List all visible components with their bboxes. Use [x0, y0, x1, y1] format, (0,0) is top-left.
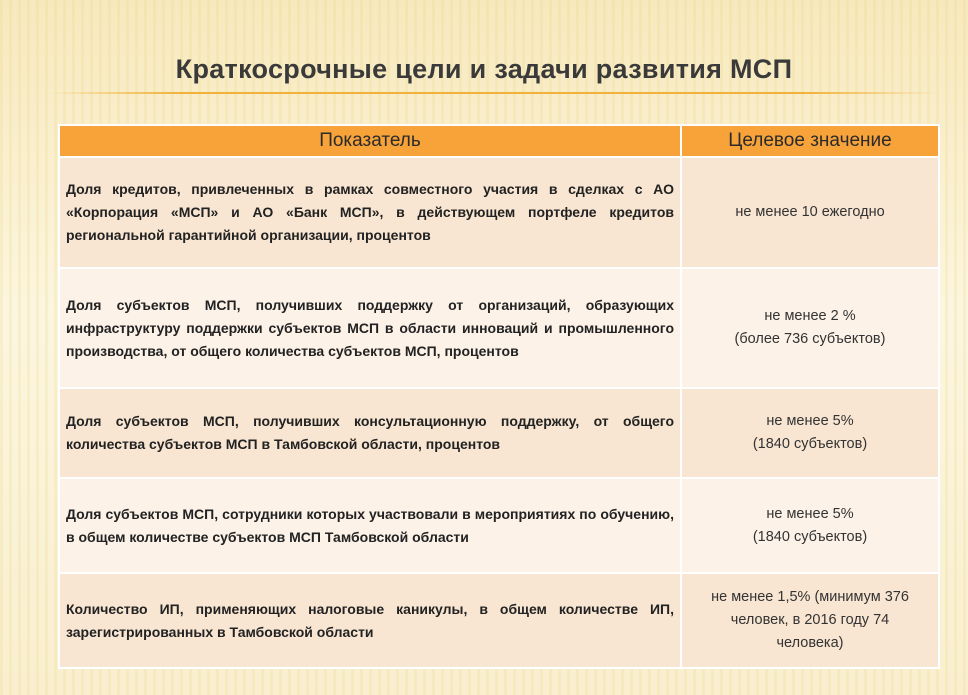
target-value-line: не менее 5%: [766, 505, 854, 522]
goals-table: [58, 124, 940, 669]
header-target-value: Целевое значение: [681, 125, 939, 157]
table-header-row: [59, 125, 939, 157]
target-value-line: (1840 субъектов): [752, 436, 868, 452]
target-value-line: человека): [776, 635, 844, 651]
indicator-cell: Доля кредитов, привлеченных в рамках совместного участия в сделках с АО «Корпорация «МСП» и АО «Банк МСП», в действующем портфеле кредитов региональной гарантийной организации, процентов: [59, 157, 681, 268]
target-value-cell: [681, 268, 939, 388]
table-row: [59, 573, 939, 668]
target-value-line: (1840 субъектов): [752, 528, 868, 545]
table-row: [59, 478, 939, 573]
target-value-line: не менее 10 ежегодно: [735, 204, 885, 220]
page-title: Краткосрочные цели и задачи развития МСП: [175, 54, 793, 84]
target-value-line: не менее 1,5% (минимум 376: [711, 589, 909, 605]
target-value-cell: [681, 478, 939, 573]
table-row: [59, 388, 939, 478]
table-row: [59, 157, 939, 268]
target-value-line: человек, в 2016 году 74: [730, 612, 890, 628]
indicator-cell: Доля субъектов МСП, получивших поддержку от организаций, образующих инфраструктуру поддержки субъектов МСП в области инноваций и промышленного производства, от общего количества субъектов МСП, процентов: [59, 268, 681, 388]
indicator-cell: Доля субъектов МСП, сотрудники которых участвовали в мероприятиях по обучению, в общем количестве субъектов МСП Тамбовской области: [59, 478, 681, 573]
header-indicator: Показатель: [59, 125, 681, 157]
target-value-line: не менее 2 %: [764, 308, 856, 324]
target-value-cell: [681, 573, 939, 668]
indicator-cell: Доля субъектов МСП, получивших консультационную поддержку, от общего количества субъектов МСП в Тамбовской области, процентов: [59, 388, 681, 478]
target-value-line: (более 736 субъектов): [734, 331, 886, 347]
target-value-line: не менее 5%: [766, 413, 854, 429]
target-value-cell: [681, 388, 939, 478]
target-value-cell: [681, 157, 939, 268]
title-underline: [48, 92, 938, 94]
table-row: [59, 268, 939, 388]
indicator-cell: Количество ИП, применяющих налоговые каникулы, в общем количестве ИП, зарегистрированных в Тамбовской области: [59, 573, 681, 668]
